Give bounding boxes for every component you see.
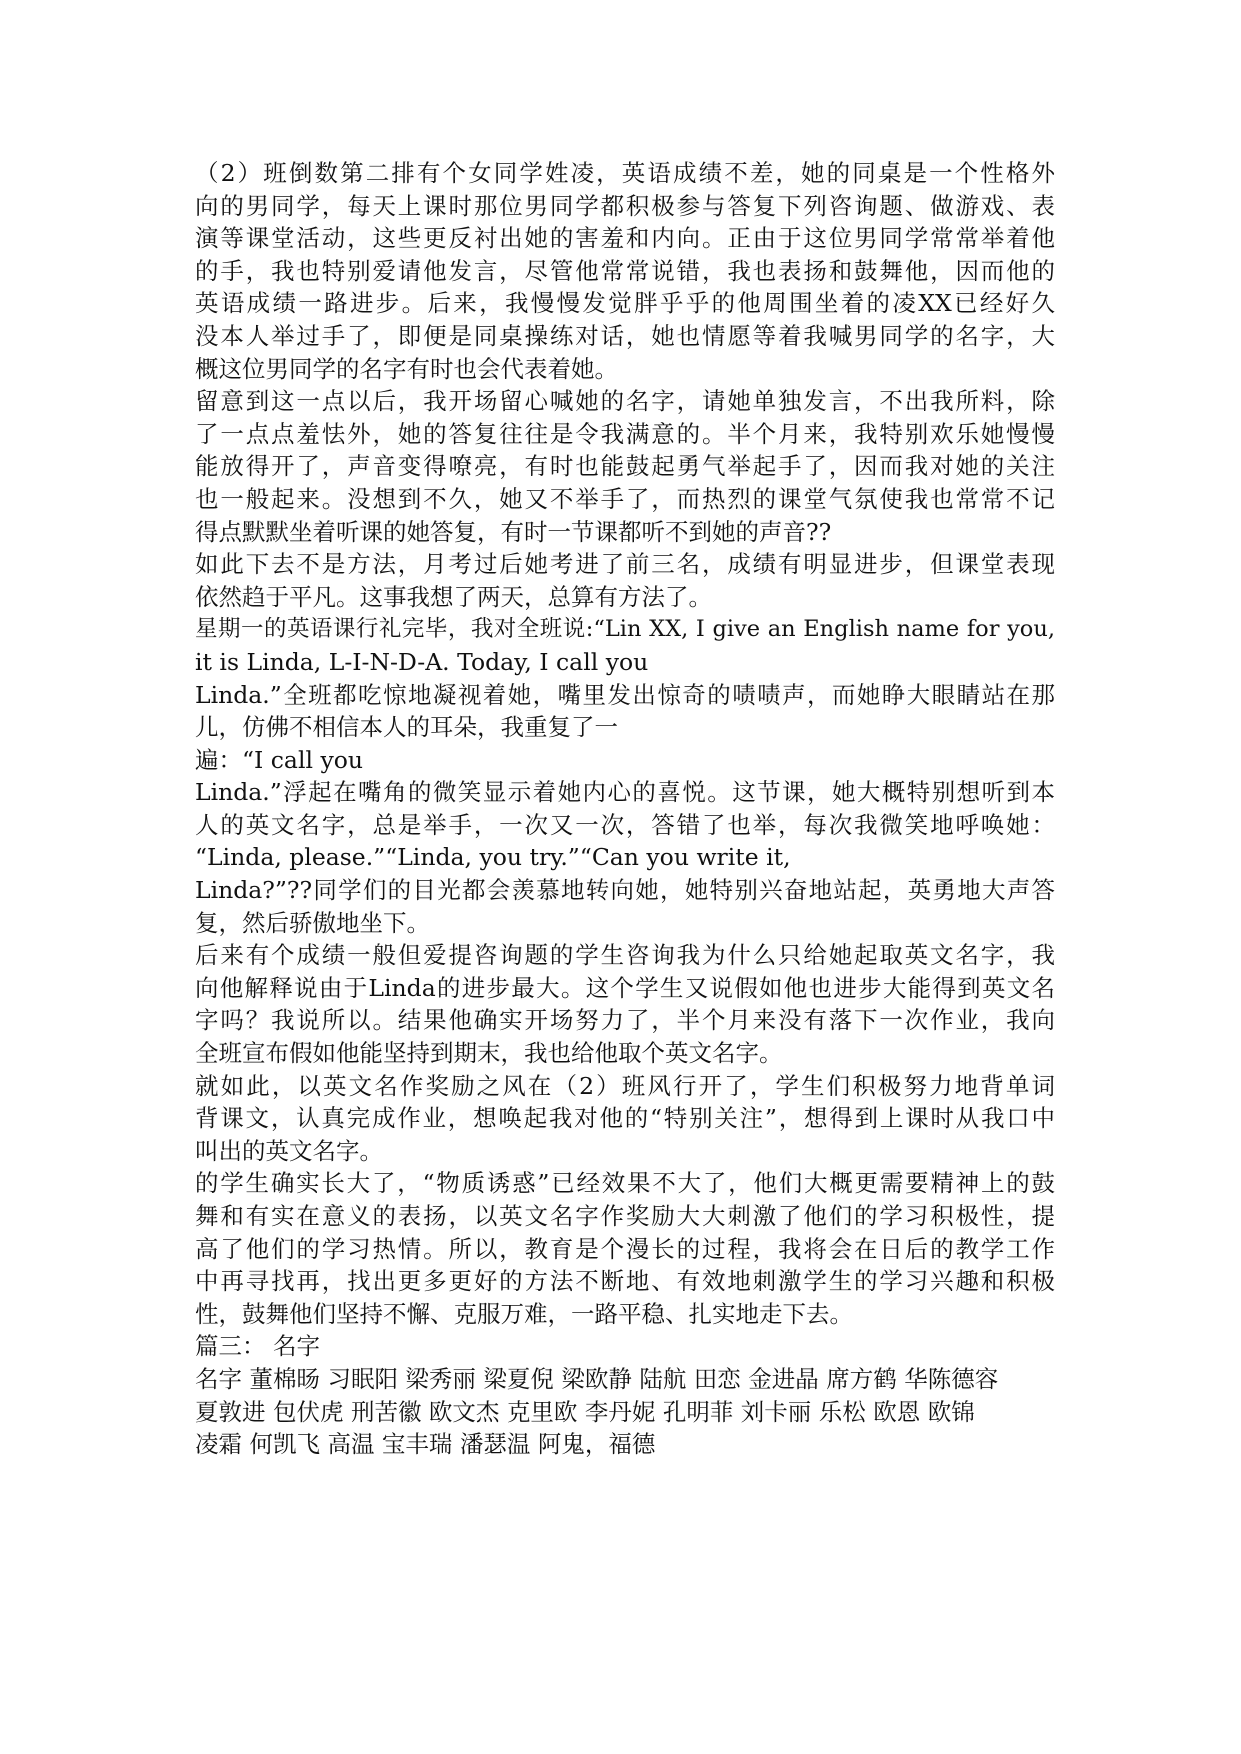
text-line: 性，鼓舞他们坚持不懈、克服万难，一路平稳、扎实地走下去。 — [195, 1299, 853, 1328]
text-line: 字吗？我说所以。结果他确实开场努力了，半个月来没有落下一次作业，我向 — [195, 1006, 1055, 1035]
text-line: 人的英文名字，总是举手，一次又一次，答错了也举，每次我微笑地呼唤她： — [195, 810, 1055, 839]
text-line: 得点默默坐着听课的她答复，有时一节课都听不到她的声音?? — [195, 517, 832, 546]
text-line: 叫出的英文名字。 — [195, 1136, 383, 1165]
text-line: Linda?”??同学们的目光都会羡慕地转向她，她特别兴奋地站起，英勇地大声答 — [195, 876, 1055, 905]
document-body — [195, 157, 1055, 1461]
text-line: 儿，仿佛不相信本人的耳朵，我重复了一 — [195, 713, 618, 742]
text-line: 名字 董棉旸 习眠阳 梁秀丽 梁夏倪 梁欧静 陆航 田恋 金进晶 席方鹤 华陈德容 — [195, 1364, 999, 1393]
text-line: 星期一的英语课行礼完毕，我对全班说:“Lin XX, I give an English name for you, — [195, 616, 1055, 643]
text-line: 夏敦进 包伏虎 刑苦徽 欧文杰 克里欧 李丹妮 孔明菲 刘卡丽 乐松 欧恩 欧锦 — [195, 1397, 975, 1426]
text-line: 的学生确实长大了，“物质诱惑”已经效果不大了，他们大概更需要精神上的鼓 — [195, 1169, 1055, 1198]
section-heading: 篇三： 名字 — [195, 1332, 320, 1361]
text-line: 向他解释说由于Linda的进步最大。这个学生又说假如他也进步大能得到英文名 — [195, 973, 1055, 1002]
text-line: 凌霜 何凯飞 高温 宝丰瑞 潘瑟温 阿鬼，福德 — [195, 1430, 656, 1459]
text-line: 演等课堂活动，这些更反衬出她的害羞和内向。正由于这位男同学常常举着他 — [195, 224, 1055, 253]
text-line: 中再寻找再，找出更多更好的方法不断地、有效地刺激学生的学习兴趣和积极 — [195, 1267, 1055, 1296]
text-line: 向的男同学，每天上课时那位男同学都积极参与答复下列咨询题、做游戏、表 — [195, 191, 1055, 220]
text-line: 也一般起来。没想到不久，她又不举手了，而热烈的课堂气氛使我也常常不记 — [195, 484, 1055, 513]
text-line: 复，然后骄傲地坐下。 — [195, 908, 430, 937]
text-line: 背课文，认真完成作业，想唤起我对他的“特别关注”，想得到上课时从我口中 — [195, 1104, 1055, 1133]
text-line: Linda.”全班都吃惊地凝视着她，嘴里发出惊奇的啧啧声，而她睁大眼睛站在那 — [195, 680, 1055, 709]
text-line: 的手，我也特别爱请他发言，尽管他常常说错，我也表扬和鼓舞他，因而他的 — [195, 256, 1055, 285]
text-line: it is Linda, L-I-N-D-A. Today, I call you — [195, 647, 649, 676]
text-line: 如此下去不是方法，月考过后她考进了前三名，成绩有明显进步，但课堂表现 — [195, 550, 1055, 579]
text-line: 遍：“I call you — [195, 745, 363, 774]
text-line: 英语成绩一路进步。后来，我慢慢发觉胖乎乎的他周围坐着的凌XX已经好久 — [195, 289, 1055, 318]
text-line: Linda.”浮起在嘴角的微笑显示着她内心的喜悦。这节课，她大概特别想听到本 — [195, 778, 1055, 807]
text-line: 就如此，以英文名作奖励之风在（2）班风行开了，学生们积极努力地背单词 — [195, 1071, 1055, 1100]
text-line: 没本人举过手了，即便是同桌操练对话，她也情愿等着我喊男同学的名字，大 — [195, 321, 1055, 350]
text-line: 依然趋于平凡。这事我想了两天，总算有方法了。 — [195, 582, 712, 611]
text-line: “Linda, please.”“Linda, you try.”“Can you write it, — [195, 843, 791, 872]
text-line: （2）班倒数第二排有个女同学姓凌，英语成绩不差，她的同桌是一个性格外 — [195, 159, 1055, 187]
text-line: 高了他们的学习热情。所以，教育是个漫长的过程，我将会在日后的教学工作 — [195, 1234, 1055, 1263]
text-line: 能放得开了，声音变得嘹亮，有时也能鼓起勇气举起手了，因而我对她的关注 — [195, 452, 1055, 481]
text-line: 概这位男同学的名字有时也会代表着她。 — [195, 354, 618, 383]
text-line: 全班宣布假如他能坚持到期末，我也给他取个英文名字。 — [195, 1039, 783, 1068]
text-line: 舞和有实在意义的表扬，以英文名字作奖励大大刺激了他们的学习积极性，提 — [195, 1202, 1055, 1230]
text-line: 留意到这一点以后，我开场留心喊她的名字，请她单独发言，不出我所料，除 — [195, 387, 1055, 416]
text-line: 了一点点羞怯外，她的答复往往是令我满意的。半个月来，我特别欢乐她慢慢 — [195, 419, 1055, 448]
text-line: 后来有个成绩一般但爱提咨询题的学生咨询我为什么只给她起取英文名字，我 — [195, 941, 1055, 970]
